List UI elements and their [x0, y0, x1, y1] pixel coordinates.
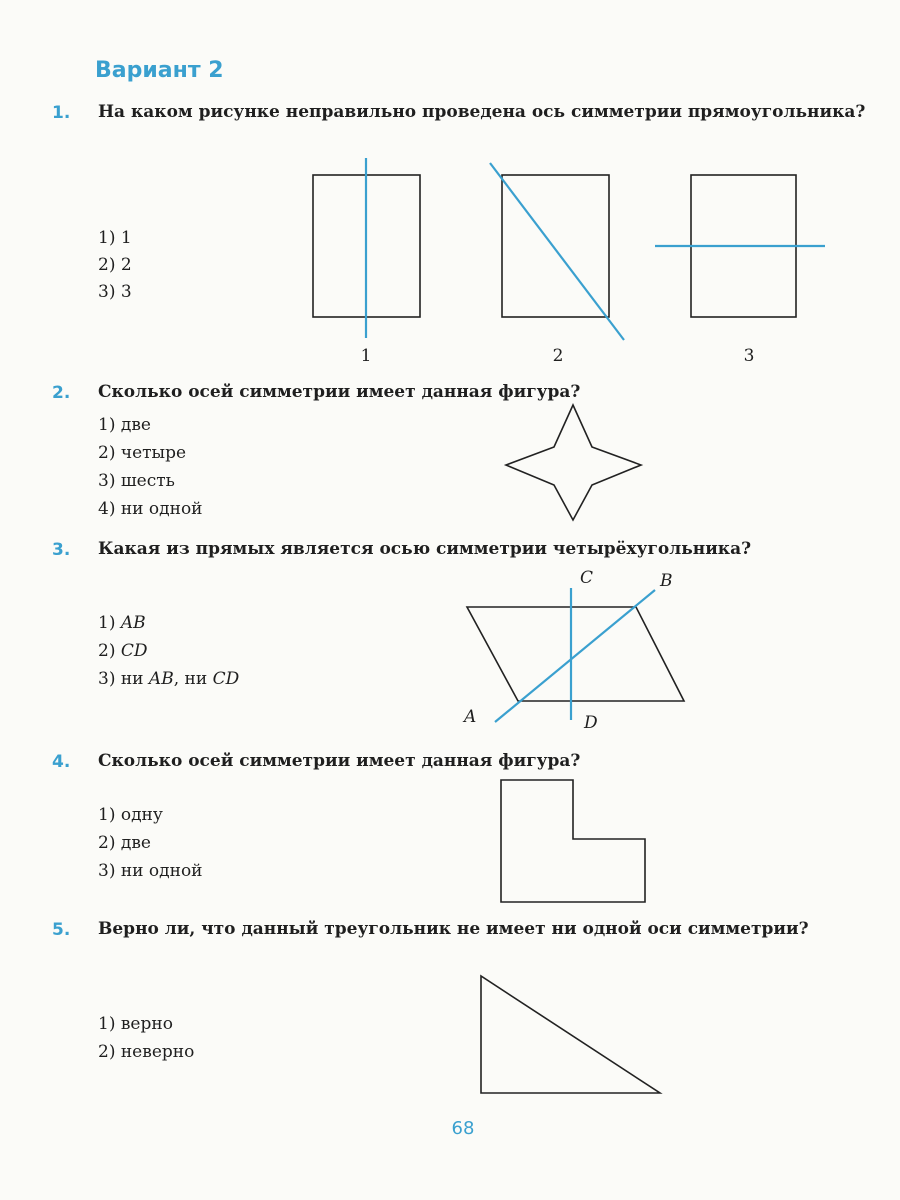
question-2-option-1[interactable]: 1) две	[98, 415, 151, 435]
question-3-number: 3.	[52, 540, 71, 560]
four-pointed-star-figure	[500, 400, 650, 530]
question-5-option-2[interactable]: 2) неверно	[98, 1042, 195, 1062]
figure-label-3: 3	[743, 346, 755, 366]
point-b-label: B	[660, 571, 673, 591]
l-shape-figure	[495, 775, 655, 910]
question-4-option-1[interactable]: 1) одну	[98, 805, 163, 825]
right-triangle-figure	[475, 970, 675, 1100]
point-d-label: D	[584, 713, 598, 733]
question-1-option-2[interactable]: 2) 2	[98, 255, 132, 275]
question-1-number: 1.	[52, 103, 71, 123]
question-5-option-1[interactable]: 1) верно	[98, 1014, 173, 1034]
parallelogram	[467, 607, 684, 701]
axis-line-2	[490, 163, 624, 340]
figure-label-2: 2	[552, 346, 564, 366]
rectangle-2	[502, 175, 609, 317]
line-ab	[495, 590, 655, 722]
question-1-option-1[interactable]: 1) 1	[98, 228, 132, 248]
question-3-option-3[interactable]: 3) ни AB, ни CD	[98, 669, 240, 689]
question-4-number: 4.	[52, 752, 71, 772]
question-4-option-3[interactable]: 3) ни одной	[98, 861, 203, 881]
question-5-text: Верно ли, что данный треугольник не имеет ни одной оси симметрии?	[98, 919, 809, 939]
question-3-text: Какая из прямых является осью симметрии четырёхугольника?	[98, 539, 752, 559]
figure-label-1: 1	[360, 346, 372, 366]
question-2-number: 2.	[52, 383, 71, 403]
parallelogram-figure	[440, 560, 700, 740]
question-4-option-2[interactable]: 2) две	[98, 833, 151, 853]
point-c-label: C	[580, 568, 594, 588]
question-2-option-4[interactable]: 4) ни одной	[98, 499, 203, 519]
question-2-option-2[interactable]: 2) четыре	[98, 443, 187, 463]
question-3-option-2[interactable]: 2) CD	[98, 641, 148, 661]
page-number: 68	[451, 1118, 475, 1139]
question-2-option-3[interactable]: 3) шесть	[98, 471, 175, 491]
point-a-label: A	[464, 707, 477, 727]
question-5-number: 5.	[52, 920, 71, 940]
question-1-text: На каком рисунке неправильно проведена ось симметрии прямоугольника?	[98, 102, 866, 122]
question-4-text: Сколько осей симметрии имеет данная фигура?	[98, 751, 581, 771]
variant-title: Вариант 2	[95, 58, 224, 83]
question-3-option-1[interactable]: 1) AB	[98, 613, 146, 633]
question-2-text: Сколько осей симметрии имеет данная фигура?	[98, 382, 581, 402]
question-1-figures	[0, 0, 900, 380]
question-1-option-3[interactable]: 3) 3	[98, 282, 132, 302]
